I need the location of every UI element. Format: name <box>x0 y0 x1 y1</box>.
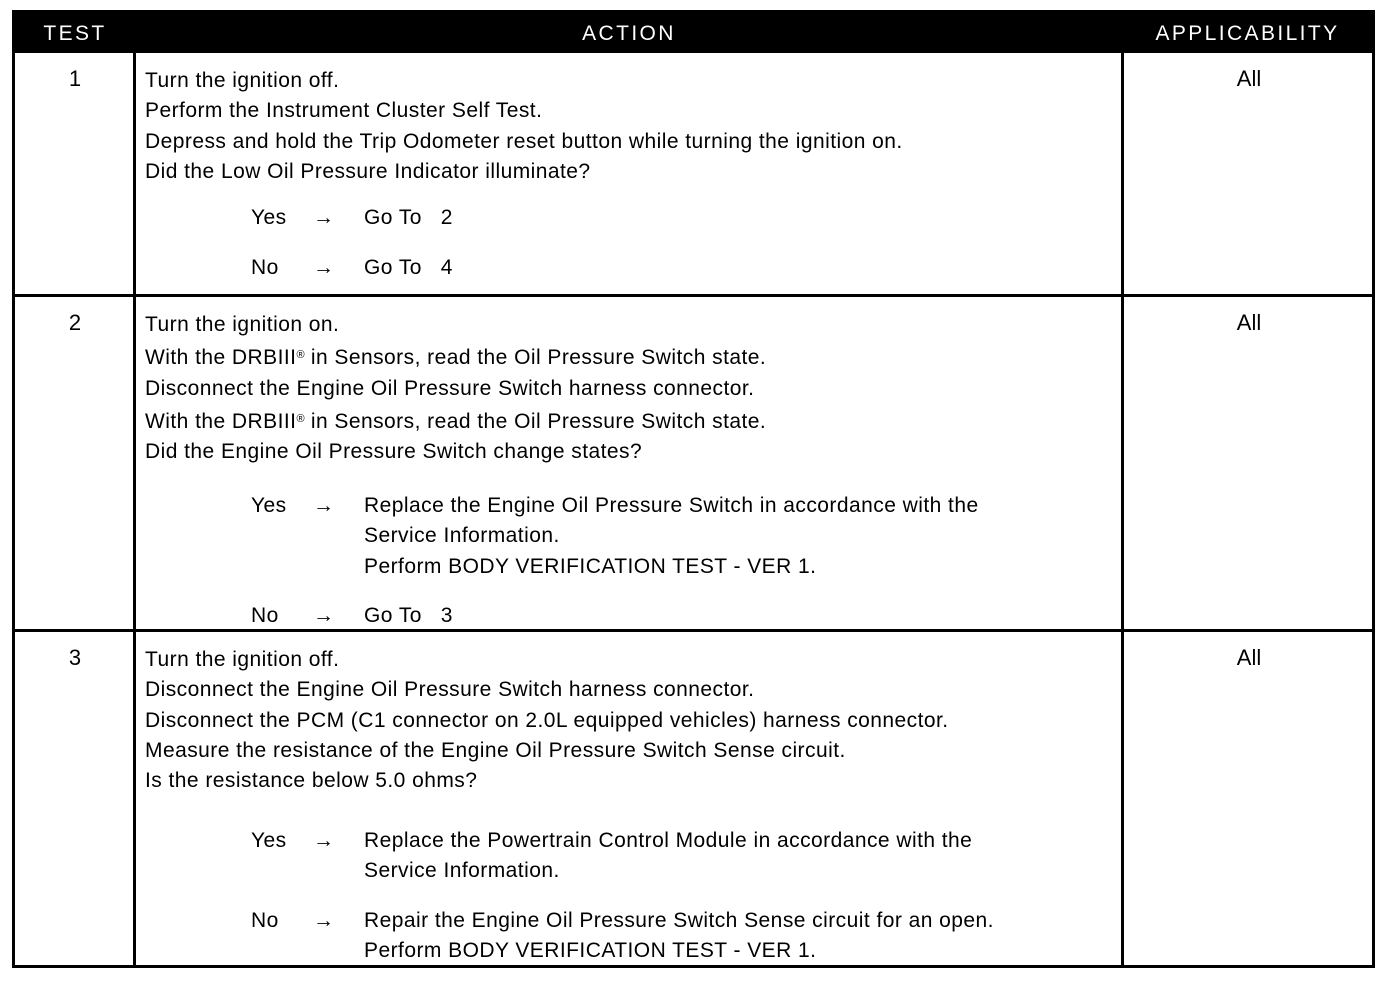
action-step: Turn the ignition off. <box>145 648 340 671</box>
action-step: Depress and hold the Trip Odometer reset button while turning the ignition on. <box>145 129 903 153</box>
arrow-right-icon: → <box>313 829 334 852</box>
action-steps <box>145 645 949 796</box>
result-line: Service Information. <box>364 524 560 548</box>
action-step: Turn the ignition on. <box>145 313 340 336</box>
result-line: Go To 4 <box>364 256 453 279</box>
result-action <box>364 253 1124 283</box>
registered-mark: ® <box>296 412 305 425</box>
action-question: Did the Engine Oil Pressure Switch change states? <box>145 440 643 464</box>
step-text: With the DRBIII <box>145 409 297 433</box>
diagnostic-test-table <box>12 10 1375 968</box>
action-question: Did the Low Oil Pressure Indicator illuminate? <box>145 159 591 183</box>
applicability-value: All <box>1236 66 1262 91</box>
arrow-right-icon: → <box>313 256 334 279</box>
action-step: Turn the ignition off. <box>145 69 340 92</box>
result-line: Go To 2 <box>364 206 453 229</box>
result-label: Yes <box>251 206 287 229</box>
result-line: Perform BODY VERIFICATION TEST - VER 1. <box>364 939 817 963</box>
applicability-value: All <box>1236 310 1262 335</box>
result-line: Service Information. <box>364 859 560 883</box>
result-line: Repair the Engine Oil Pressure Switch Sense circuit for an open. <box>364 909 994 932</box>
result-line: Go To 3 <box>364 604 453 627</box>
arrow-right-icon: → <box>313 604 334 627</box>
result-label: Yes <box>251 494 287 517</box>
action-steps <box>145 66 903 187</box>
header-applicability: APPLICABILITY <box>1155 22 1340 45</box>
result-line: Perform BODY VERIFICATION TEST - VER 1. <box>364 554 817 578</box>
result-line: Replace the Engine Oil Pressure Switch in accordance with the <box>364 494 979 517</box>
action-step: Disconnect the PCM (C1 connector on 2.0L equipped vehicles) harness connector. <box>145 708 949 732</box>
action-step <box>145 340 766 373</box>
result-label: No <box>251 604 279 627</box>
test-number: 2 <box>68 310 82 335</box>
action-question: Is the resistance below 5.0 ohms? <box>145 769 478 793</box>
action-step: Disconnect the Engine Oil Pressure Switch harness connector. <box>145 376 755 400</box>
registered-mark: ® <box>296 349 305 362</box>
table-row <box>15 53 1372 294</box>
arrow-right-icon: → <box>313 909 334 932</box>
result-line: Replace the Powertrain Control Module in accordance with the <box>364 829 973 852</box>
step-text: in Sensors, read the Oil Pressure Switch state. <box>304 409 767 433</box>
table-row <box>15 297 1372 629</box>
test-number: 3 <box>68 645 82 670</box>
action-step <box>145 404 766 437</box>
arrow-right-icon: → <box>313 494 334 517</box>
header-test: TEST <box>43 22 107 45</box>
result-action <box>364 203 1124 233</box>
result-label: No <box>251 909 279 932</box>
table-header <box>15 13 1372 53</box>
action-step: Measure the resistance of the Engine Oil Pressure Switch Sense circuit. <box>145 738 846 762</box>
result-label: No <box>251 256 279 279</box>
result-action <box>364 601 1124 631</box>
step-text: in Sensors, read the Oil Pressure Switch state. <box>304 346 767 370</box>
test-number: 1 <box>68 66 82 91</box>
action-step: Disconnect the Engine Oil Pressure Switch harness connector. <box>145 678 755 702</box>
applicability-value: All <box>1236 645 1262 670</box>
action-steps <box>145 310 766 467</box>
header-action: ACTION <box>582 22 676 45</box>
action-step: Perform the Instrument Cluster Self Test. <box>145 99 543 123</box>
result-action <box>364 491 1124 582</box>
table-row <box>15 632 1372 968</box>
result-action <box>364 826 1124 887</box>
step-text: With the DRBIII <box>145 346 297 370</box>
result-label: Yes <box>251 829 287 852</box>
arrow-right-icon: → <box>313 206 334 229</box>
result-action <box>364 906 1124 967</box>
